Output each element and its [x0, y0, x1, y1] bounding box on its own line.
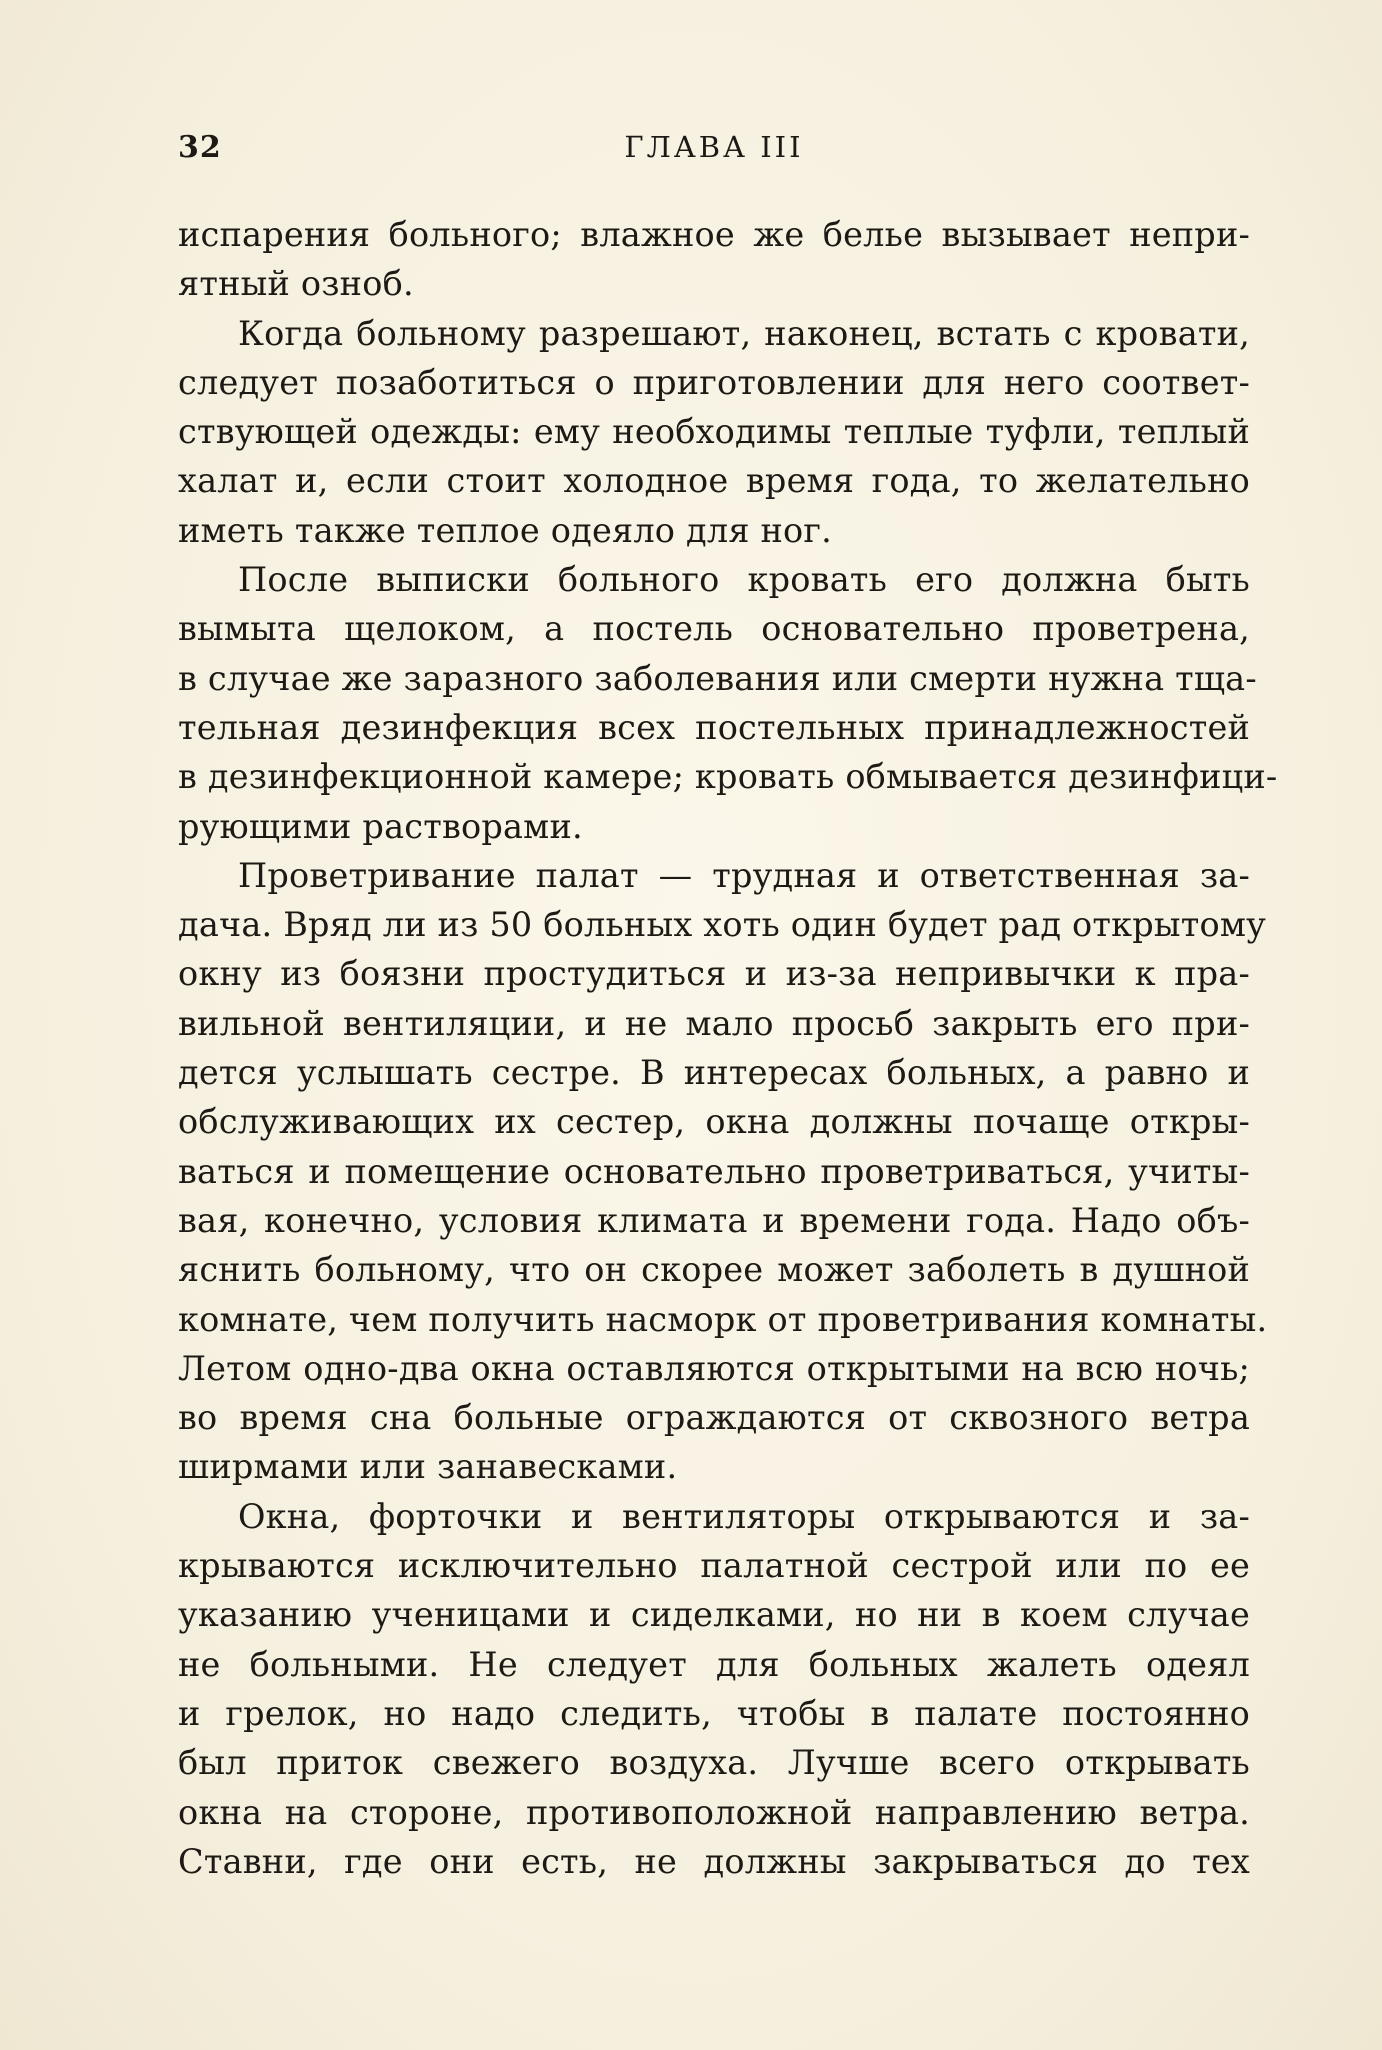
text-line: халат и, если стоит холодное время года, то желательно [178, 461, 1250, 501]
text-line: Ставни, где они есть, не должны закрываться до тех [178, 1841, 1250, 1881]
text-line: вая, конечно, условия климата и времени года. Надо объ- [178, 1200, 1250, 1240]
text-line: рующими растворами. [178, 806, 583, 846]
text-line: обслуживающих их сестер, окна должны почаще откры- [178, 1102, 1250, 1142]
body-text [178, 210, 1278, 1886]
text-line: в случае же заразного заболевания или смерти нужна тща- [178, 658, 1257, 698]
text-line: и грелок, но надо следить, чтобы в палате постоянно [178, 1693, 1250, 1733]
text-line: иметь также теплое одеяло для ног. [178, 510, 833, 550]
text-line: окна на стороне, противоположной направлению ветра. [178, 1792, 1250, 1832]
text-line: Летом одно-два окна оставляются открытыми на всю ночь; [178, 1348, 1250, 1388]
paragraph-first-line: Проветривание палат — трудная и ответственная за- [238, 855, 1250, 895]
paragraph-first-line: После выписки больного кровать его должна быть [238, 560, 1250, 600]
paragraph-first-line: Окна, форточки и вентиляторы открываются и за- [238, 1496, 1250, 1536]
text-line: комнате, чем получить насморк от проветривания комнаты. [178, 1299, 1268, 1339]
text-line: окну из боязни простудиться и из-за непривычки к пра- [178, 954, 1250, 994]
paragraph-first-line: Когда больному разрешают, наконец, встать с кровати, [238, 313, 1250, 353]
text-line: вымыта щелоком, а постель основательно проветрена, [178, 609, 1250, 649]
text-line: крываются исключительно палатной сестрой или по ее [178, 1546, 1250, 1586]
text-line: указанию ученицами и сиделками, но ни в коем случае [178, 1595, 1250, 1635]
text-line: ствующей одежды: ему необходимы теплые туфли, теплый [178, 412, 1250, 452]
text-line: не больными. Не следует для больных жалеть одеял [178, 1644, 1250, 1684]
text-line: ваться и помещение основательно проветриваться, учиты- [178, 1151, 1250, 1191]
running-title: ГЛАВА III [624, 130, 804, 164]
text-line: ширмами или занавесками. [178, 1447, 678, 1487]
text-line: в дезинфекционной камере; кровать обмывается дезинфици- [178, 757, 1278, 797]
text-line: вильной вентиляции, и не мало просьб закрыть его при- [178, 1003, 1250, 1043]
page-number: 32 [178, 130, 222, 165]
text-line: яснить больному, что он скорее может заболеть в душной [178, 1250, 1250, 1290]
text-line: испарения больного; влажное же белье вызывает непри- [178, 215, 1250, 254]
text-line: во время сна больные ограждаются от сквозного ветра [178, 1398, 1250, 1438]
text-line: ятный озноб. [178, 264, 414, 304]
text-line: был приток свежего воздуха. Лучше всего открывать [178, 1743, 1250, 1783]
text-line: тельная дезинфекция всех постельных принадлежностей [178, 707, 1250, 747]
page-header [178, 130, 1250, 170]
text-line: дача. Вряд ли из 50 больных хоть один будет рад открытому [178, 905, 1267, 945]
text-line: дется услышать сестре. В интересах больных, а равно и [178, 1053, 1250, 1093]
text-line: следует позаботиться о приготовлении для него соответ- [178, 362, 1250, 402]
